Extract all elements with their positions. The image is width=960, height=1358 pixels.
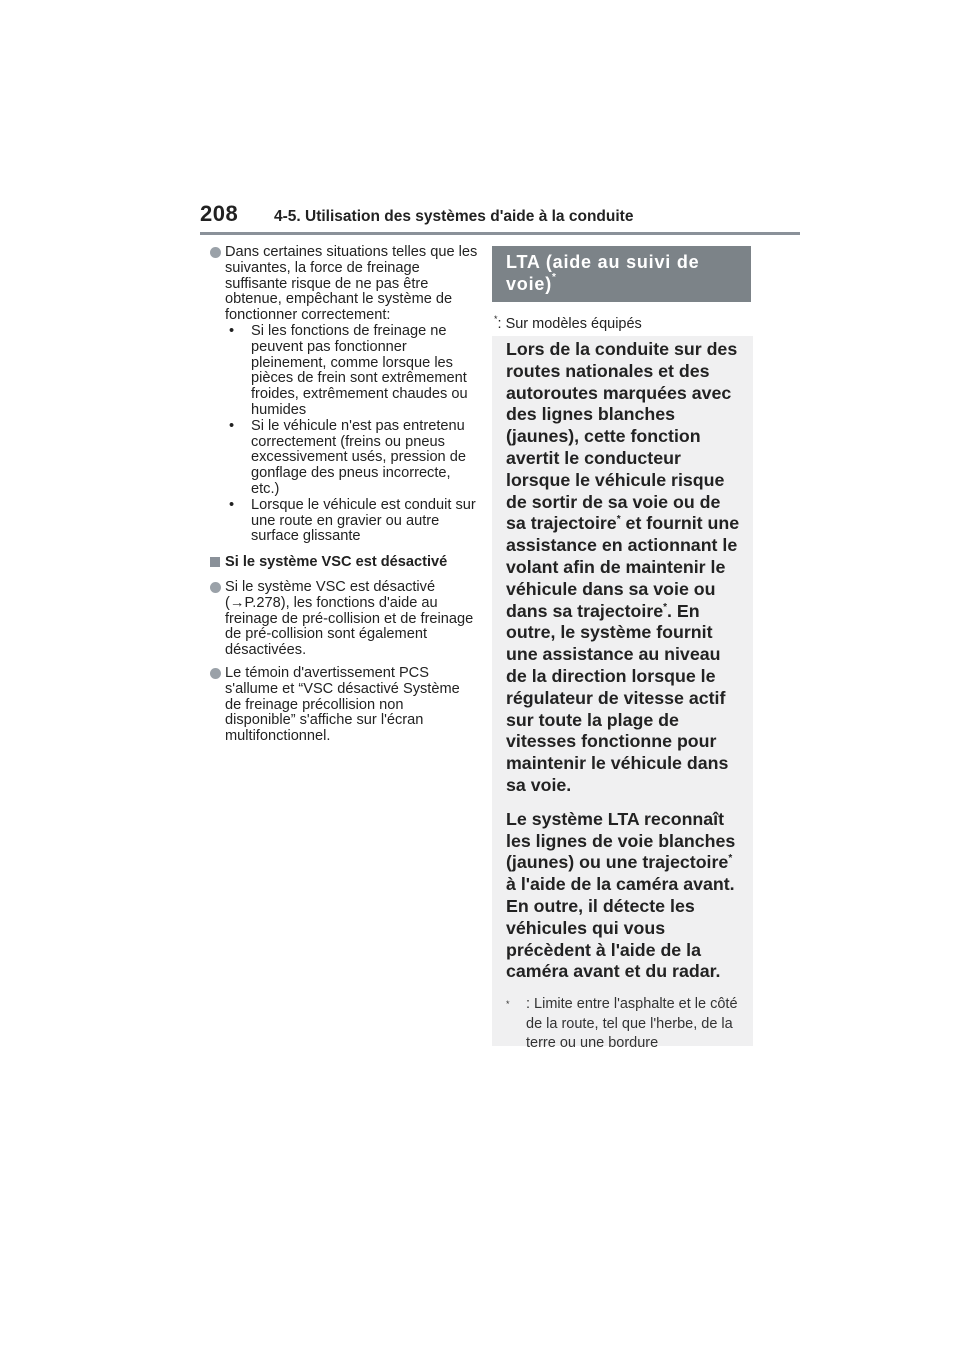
- page-number: 208: [200, 201, 239, 226]
- square-marker-icon: [210, 557, 220, 567]
- lta-description-box: [492, 336, 753, 1052]
- bullet-vsc-off: Si le système VSC est désactivé (→P.278), les fonctions d'aide au freinage de pré-collision et de freinage de pré-collision sont également désactivées.: [210, 580, 478, 659]
- list-item: • Si les fonctions de freinage ne peuvent pas fonctionner pleinement, comme lorsque les pièces de frein sont extrêmement froides, extrêmement chaudes ou humides: [229, 322, 468, 418]
- dot-marker-icon: •: [229, 496, 235, 513]
- sub-list: [225, 324, 478, 545]
- bullet-pcs-warning: Le témoin d'avertissement PCS s'allume et “VSC désactivé Système de freinage précollision non disponible” s'affiche sur l'écran multifonctionnel.: [210, 666, 478, 745]
- bullet-circle-icon: [210, 582, 221, 593]
- subheading-vsc: Si le système VSC est désactivé: [210, 555, 478, 571]
- bullet-text: Dans certaines situations telles que les suivantes, la force de freinage suffisante risque de ne pas être obtenue, empêchant le système de fonctionner correctement:: [225, 244, 478, 324]
- lta-description-para1: Lors de la conduite sur des routes nationales et des autoroutes marquées avec des lignes blanches (jaunes), cette fonction avertit le conducteur lorsque le véhicule risque de sortir de sa voie ou de sa trajectoire* et fournit une assistance en actionnant le volant afin de maintenir le véhicule dans sa voie ou dans sa trajectoire*. En outre, le système fournit une assistance au niveau de la direction lorsque le régulateur de vitesse actif sur toute la plage de vitesses fonctionne pour maintenir le véhicule dans sa voie.: [506, 339, 740, 795]
- title-asterisk: *: [552, 272, 557, 283]
- left-column: [210, 245, 478, 752]
- lta-section-title: LTA (aide au suivi de voie)*: [492, 246, 751, 302]
- section-title: 4-5. Utilisation des systèmes d'aide à la conduite: [274, 208, 634, 225]
- dot-marker-icon: •: [229, 417, 235, 434]
- bullet-circle-icon: [210, 668, 221, 679]
- dot-marker-icon: •: [229, 322, 235, 339]
- equipped-models-footnote: *: Sur modèles équipés: [494, 314, 642, 332]
- bullet-braking-conditions: [210, 245, 478, 545]
- trajectory-footnote: * : Limite entre l'asphalte et le côté de la route, tel que l'herbe, de la terre ou une bordure: [506, 996, 738, 1052]
- bullet-circle-icon: [210, 247, 221, 258]
- lta-description-para2: Le système LTA reconnaît les lignes de voie blanches (jaunes) ou une trajectoire* à l'aide de la caméra avant. En outre, il détecte les véhicules qui vous précèdent à l'aide de la caméra avant et du radar.: [506, 808, 736, 982]
- list-item: • Si le véhicule n'est pas entretenu correctement (freins ou pneus excessivement usés, pression de gonflage des pneus incorrecte, etc.): [229, 417, 466, 497]
- header-rule: [200, 232, 800, 235]
- list-item: • Lorsque le véhicule est conduit sur une route en gravier ou autre surface glissante: [229, 496, 476, 545]
